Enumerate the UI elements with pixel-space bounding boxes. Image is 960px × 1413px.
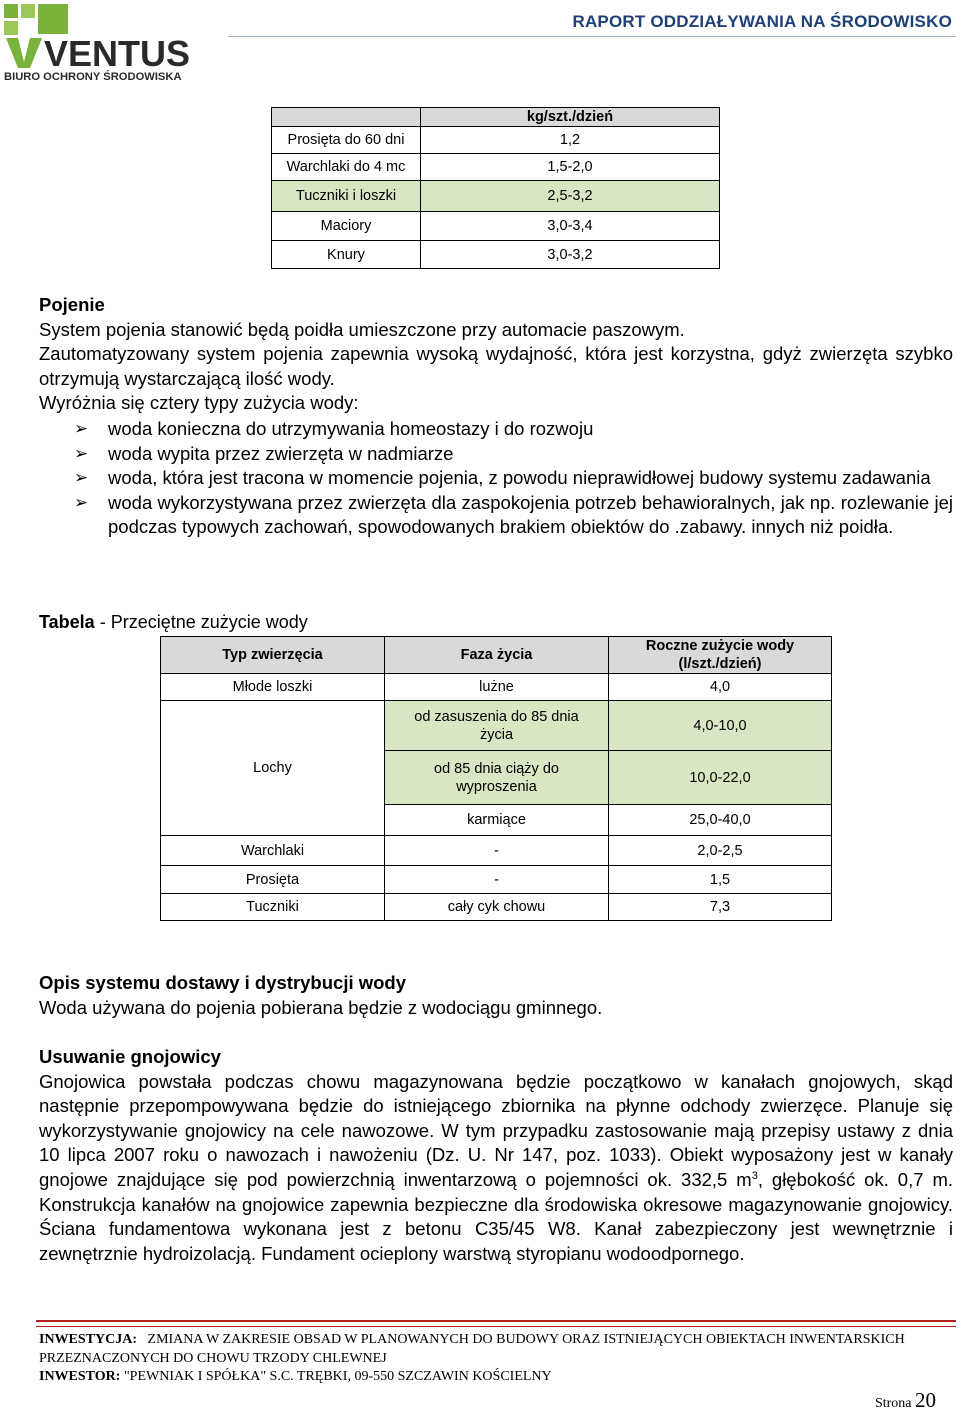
cell-phase: karmiące (385, 805, 609, 836)
cell-phase: od 85 dnia ciąży do wyproszenia (385, 751, 609, 805)
cell-usage: 10,0-22,0 (609, 751, 832, 805)
footer-investment-cont: PRZEZNACZONYCH DO CHOWU TRZODY CHLEWNEJ (39, 1351, 387, 1366)
dostawa-heading: Opis systemu dostawy i dystrybucji wody (39, 972, 407, 993)
cell-usage: 25,0-40,0 (609, 805, 832, 836)
feed-value: 1,5-2,0 (421, 154, 720, 181)
cell-usage: 4,0 (609, 674, 832, 701)
gnojowica-heading: Usuwanie gnojowicy (39, 1046, 221, 1067)
water-usage-table (160, 636, 832, 921)
cell-phase: lużne (385, 674, 609, 701)
gnojowica-text: Gnojowica powstała podczas chowu magazynowana będzie początkowo w kanałach gnojowych, skąd następnie przepompowywana będzie do istniejącego zbiornika na płynne odchody zwierzęce. Planuje się wykorzystywanie gnojowicy na cele nawozowe. W tym przypadku zastosowanie mają przepisy ustawy z dnia 10 lipca 2007 roku o nawozach i nawożeniu (Dz. U. Nr 147, poz. 1033). Obiekt wyposażony jest w kanały gnojowe znajdujące się pod powierzchnią inwentarzową o pojemności ok. 332,5 $m^3$, głębokość ok. 0,7 m. Konstrukcja kanałów na gnojowice zapewnia bezpieczne dla środowiska okresowe magazynowanie gnojowicy. Ściana fundamentowa wykonana jest z betonu C35/45 W8. Kanał zabezpieczony jest wewnętrznie i zewnętrznie hydroizolacją. Fundament ocieplony warstwą styropianu wodoodpornego. (39, 1070, 953, 1264)
footer-rule (36, 1320, 956, 1322)
list-item: ➢ woda, która jest tracona w momencie pojenia, z powodu nieprawidłowej budowy systemu zadawania (74, 466, 953, 491)
cell-usage: 7,3 (609, 894, 832, 921)
pojenie-section (39, 293, 953, 416)
cell-phase: cały cyk chowu (385, 894, 609, 921)
list-item: ➢ woda wypita przez zwierzęta w nadmiarze (74, 442, 953, 467)
pojenie-p1: System pojenia stanowić będą poidła umieszczone przy automacie paszowym. (39, 318, 685, 340)
col-header-type: Typ zwierzęcia (161, 637, 385, 674)
arrow-bullet-icon: ➢ (74, 492, 89, 512)
arrow-bullet-icon: ➢ (74, 443, 89, 463)
footer-rule-thin (36, 1326, 956, 1327)
col-header-phase: Faza życia (385, 637, 609, 674)
cell-type: Warchlaki (161, 836, 385, 866)
cell-phase: - (385, 836, 609, 866)
cell-type: Prosięta (161, 866, 385, 894)
footer-investor: INWESTOR: "PEWNIAK I SPÓŁKA" S.C. TRĘBKI, 09-550 SZCZAWIN KOŚCIELNY (39, 1369, 552, 1384)
cell-phase: - (385, 866, 609, 894)
feed-value: 2,5-3,2 (421, 181, 720, 212)
table-caption: Tabela - Przeciętne zużycie wody (39, 612, 308, 632)
col-header-usage: Roczne zużycie wody (l/szt./dzień) (609, 637, 832, 674)
feed-animal: Knury (272, 241, 421, 269)
logo-name: VENTUS (44, 33, 191, 74)
feed-table (271, 107, 720, 269)
cell-type: Tuczniki (161, 894, 385, 921)
arrow-bullet-icon: ➢ (74, 468, 89, 488)
feed-table-corner (272, 108, 421, 127)
pojenie-heading: Pojenie (39, 294, 105, 315)
cell-usage: 2,0-2,5 (609, 836, 832, 866)
cell-usage: 1,5 (609, 866, 832, 894)
list-item: ➢ woda wykorzystywana przez zwierzęta dla zaspokojenia potrzeb behawioralnych, jak np. rozlewanie jej podczas typowych zachowań, spowodowanych brakiem obiektów do .zabawy. innych niż poidła. (74, 491, 953, 538)
cell-phase: od zasuszenia do 85 dnia życia (385, 701, 609, 751)
logo-subtitle: BIURO OCHRONY ŚRODOWISKA (4, 71, 182, 83)
feed-animal: Tuczniki i loszki (272, 181, 421, 212)
pojenie-p2: Zautomatyzowany system pojenia zapewnia wysoką wydajność, która jest korzystna, gdyż zwierzęta szybko otrzymują wystarczającą ilość wody. (39, 343, 953, 389)
list-item: ➢ woda konieczna do utrzymywania homeostazy i do rozwoju (74, 417, 953, 442)
cell-type-lochy: Lochy (161, 701, 385, 836)
feed-unit-header: kg/szt./dzień (421, 108, 720, 127)
feed-value: 3,0-3,2 (421, 241, 720, 269)
feed-animal: Maciory (272, 212, 421, 241)
arrow-bullet-icon: ➢ (74, 419, 89, 438)
header-title: RAPORT ODDZIAŁYWANIA NA ŚRODOWISKO (572, 12, 952, 31)
water-usage-list (74, 417, 953, 540)
page-number: Strona 20 (874, 1388, 936, 1412)
header-rule (228, 36, 956, 37)
pojenie-p3: Wyróżnia się cztery typy zużycia wody: (39, 392, 359, 414)
feed-value: 1,2 (421, 127, 720, 154)
feed-value: 3,0-3,4 (421, 212, 720, 241)
footer-investment: INWESTYCJA: ZMIANA W ZAKRESIE OBSAD W PLANOWANYCH DO BUDOWY ORAZ ISTNIEJĄCYCH OBIEKTACH INWENTARSKICH (39, 1332, 905, 1347)
feed-animal: Prosięta do 60 dni (272, 127, 421, 154)
gnojowica-section (39, 1045, 953, 1266)
ventus-logo (4, 4, 224, 84)
dostawa-section (39, 971, 953, 1020)
dostawa-text: Woda używana do pojenia pobierana będzie z wodociągu gminnego. (39, 996, 603, 1018)
cell-usage: 4,0-10,0 (609, 701, 832, 751)
cell-type: Młode loszki (161, 674, 385, 701)
feed-animal: Warchlaki do 4 mc (272, 154, 421, 181)
